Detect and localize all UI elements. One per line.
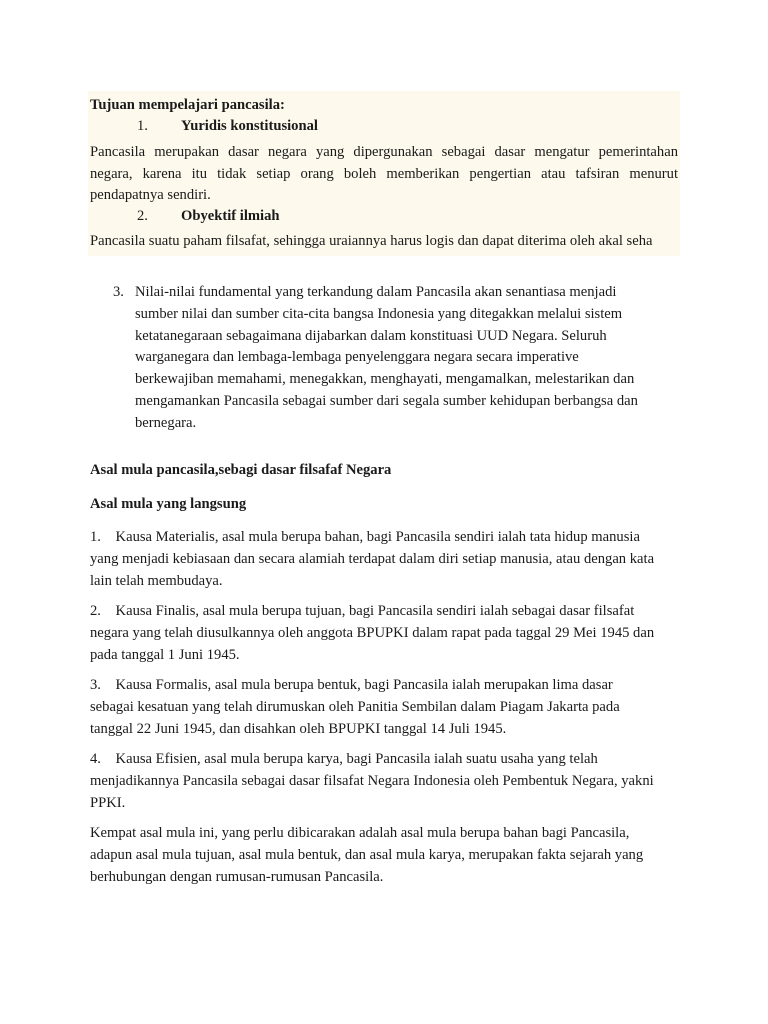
paragraph-line: yang menjadi kebiasaan dan secara alamiah terdapat dalam diri setiap manusia, atau dengan kata (90, 550, 655, 567)
line-text: Kausa Materialis, asal mula berupa bahan, bagi Pancasila sendiri ialah tata hidup manusia (115, 529, 640, 545)
list-item-body (135, 282, 638, 435)
paragraph-line: PPKI. (90, 794, 126, 811)
paragraph-line: mengamankan Pancasila sebagai sumber dari segala sumber kehidupan berbangsa dan (135, 392, 638, 409)
list-number: 3. (113, 284, 124, 300)
kausa-finalis-item (90, 601, 654, 666)
section-heading-asal-mula: Asal mula pancasila,sebagi dasar filsafaf Negara (90, 462, 392, 478)
kausa-efisien-item (90, 749, 654, 814)
line-text: Kausa Efisien, asal mula berupa karya, bagi Pancasila ialah suatu usaha yang telah (115, 751, 598, 767)
paragraph-line: berkewajiban memahami, menegakkan, menghayati, mengamalkan, melestarikan dan (135, 371, 635, 388)
paragraph-line: Pancasila suatu paham filsafat, sehingga uraiannya harus logis dan dapat diterima oleh akal seha (90, 233, 653, 249)
paragraph-line: berhubungan dengan rumusan-rumusan Pancasila. (90, 868, 384, 885)
paragraph-line: tanggal 22 Juni 1945, dan disahkan oleh BPUPKI tanggal 14 Juli 1945. (90, 720, 507, 737)
paragraph-line (90, 527, 654, 549)
list-item-title: Yuridis konstitusional (181, 118, 318, 134)
list-number: 4. (90, 751, 101, 767)
paragraph-line: Nilai-nilai fundamental yang terkandung dalam Pancasila akan senantiasa menjadi (135, 284, 617, 300)
paragraph-line: sebagai kesatuan yang telah dirumuskan oleh Panitia Sembilan dalam Piagam Jakarta pada (90, 698, 620, 715)
kausa-formalis-item (90, 675, 620, 740)
closing-paragraph (90, 823, 643, 888)
paragraph-line (90, 601, 654, 623)
paragraph-line: menjadikannya Pancasila sebagai dasar filsafat Negara Indonesia oleh Pembentuk Negara, yakni (90, 772, 654, 789)
list-number: 2. (90, 603, 101, 619)
paragraph-line: sumber nilai dan sumber cita-cita bangsa Indonesia yang ditegakkan melalui sistem (135, 305, 623, 322)
paragraph-line: bernegara. (135, 414, 197, 431)
line-text: Kausa Formalis, asal mula berupa bentuk, bagi Pancasila ialah merupakan lima dasar (115, 677, 613, 693)
paragraph-line (90, 675, 620, 697)
list-number: 2. (137, 208, 148, 224)
section-heading-tujuan: Tujuan mempelajari pancasila: (90, 97, 285, 113)
paragraph-line: pendapatnya sendiri. (90, 187, 211, 203)
subheading-asal-mula-langsung: Asal mula yang langsung (90, 496, 247, 512)
list-number: 1. (137, 118, 148, 134)
kausa-materialis-item (90, 527, 654, 592)
paragraph-line: Pancasila merupakan dasar negara yang dipergunakan sebagai dasar mengatur pemerintahan (90, 144, 678, 160)
paragraph-line (90, 749, 654, 771)
paragraph-line: negara, karena itu tidak setiap orang boleh memberikan pengertian atau tafsiran menurut (90, 166, 678, 182)
paragraph-line: warganegara dan lembaga-lembaga penyelenggara negara secara imperative (135, 349, 579, 366)
paragraph-line: lain telah membudaya. (90, 572, 223, 589)
line-text: Kausa Finalis, asal mula berupa tujuan, bagi Pancasila sendiri ialah sebagai dasar filsafat (115, 603, 635, 619)
paragraph-line: adapun asal mula tujuan, asal mula bentuk, dan asal mula karya, merupakan fakta sejarah yang (90, 846, 644, 863)
list-number: 3. (90, 677, 101, 693)
paragraph-line: pada tanggal 1 Juni 1945. (90, 646, 240, 663)
list-number: 1. (90, 529, 101, 545)
paragraph-line: Kempat asal mula ini, yang perlu dibicarakan adalah asal mula berupa bahan bagi Pancasila, (90, 825, 630, 841)
paragraph-line: negara yang telah diusulkannya oleh anggota BPUPKI dalam rapat pada taggal 29 Mei 1945 dan (90, 624, 655, 641)
paragraph-line: ketatanegaraan sebagaimana dijabarkan dalam konstituasi UUD Negara. Seluruh (135, 327, 607, 344)
list-item-title: Obyektif ilmiah (181, 208, 280, 224)
